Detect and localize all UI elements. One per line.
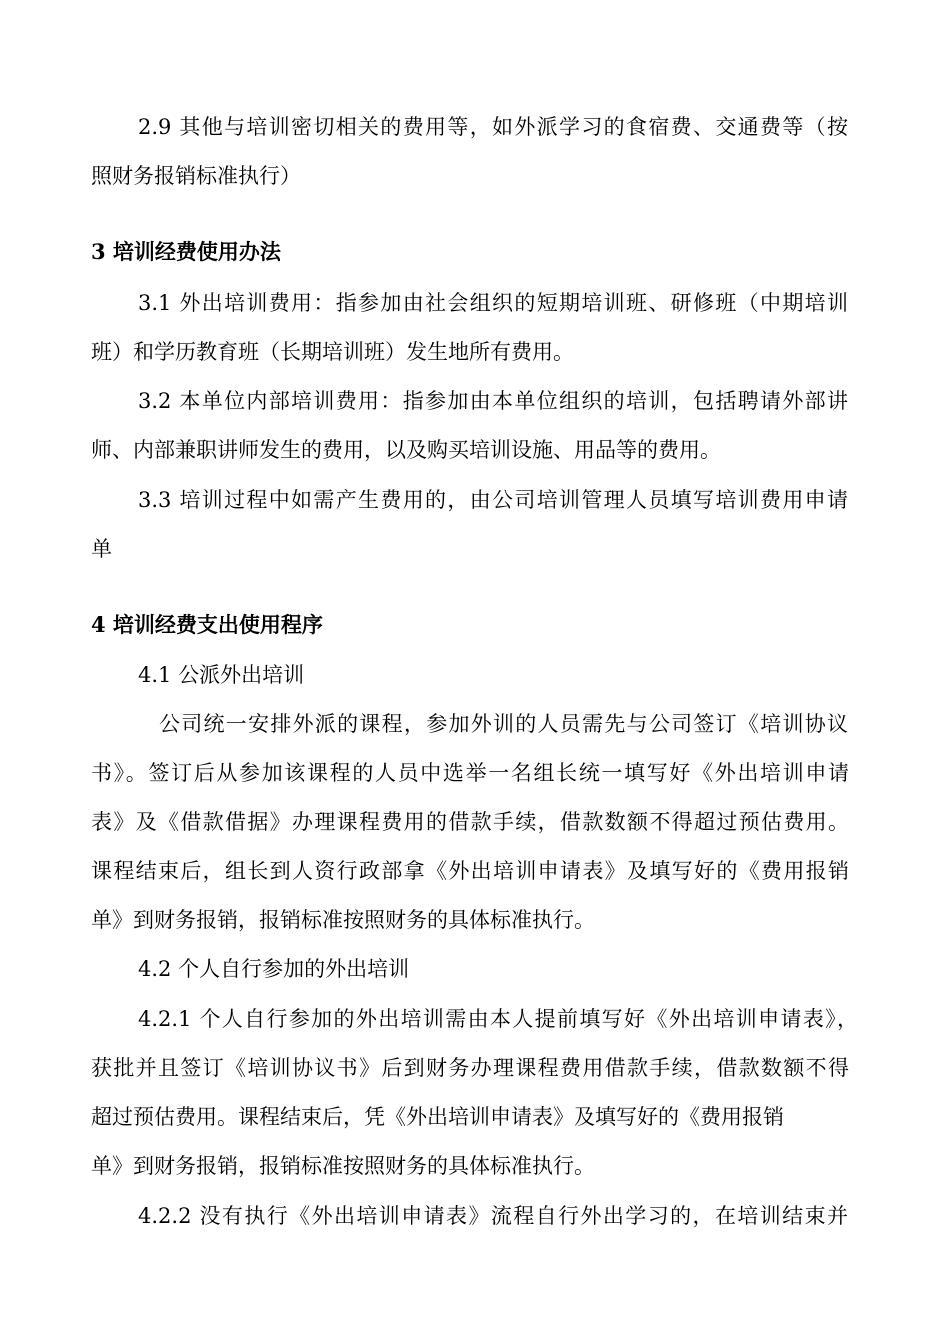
paragraph-4-2-2-line-1: 4.2.2 没有执行《外出培训申请表》流程自行外出学习的，在培训结束并 bbox=[138, 1204, 848, 1228]
paragraph-4-2-1-line-2: 获批并且签订《培训协议书》后到财务办理课程费用借款手续，借款数额不得 bbox=[91, 1056, 849, 1080]
text-line-2-9: 2.9 其他与培训密切相关的费用等，如外派学习的食宿费、交通费等（按 bbox=[138, 115, 848, 139]
paragraph-4-1-line-3: 表》及《借款借据》办理课程费用的借款手续，借款数额不得超过预估费用。 bbox=[91, 810, 849, 834]
section-heading-4: 4 培训经费支出使用程序 bbox=[91, 612, 323, 637]
paragraph-4-1-line-5: 单》到财务报销，报销标准按照财务的具体标准执行。 bbox=[91, 908, 595, 932]
subheading-4-2: 4.2 个人自行参加的外出培训 bbox=[138, 957, 410, 981]
paragraph-4-1-line-2: 书》。签订后从参加该课程的人员中选举一名组长统一填写好《外出培训申请 bbox=[91, 761, 849, 785]
paragraph-4-1-line-4: 课程结束后，组长到人资行政部拿《外出培训申请表》及填写好的《费用报销 bbox=[91, 859, 849, 883]
paragraph-4-2-1-line-3: 超过预估费用。课程结束后，凭《外出培训申请表》及填写好的《费用报销 bbox=[91, 1105, 784, 1129]
paragraph-4-2-1-line-4: 单》到财务报销，报销标准按照财务的具体标准执行。 bbox=[91, 1154, 595, 1178]
section-heading-3: 3 培训经费使用办法 bbox=[91, 239, 281, 264]
text-line-3-3: 3.3 培训过程中如需产生费用的，由公司培训管理人员填写培训费用申请 bbox=[138, 488, 848, 512]
text-line-3-1-continued: 班）和学历教育班（长期培训班）发生地所有费用。 bbox=[91, 340, 574, 364]
paragraph-4-1-line-1: 公司统一安排外派的课程，参加外训的人员需先与公司签订《培训协议 bbox=[159, 712, 848, 736]
subheading-4-1: 4.1 公派外出培训 bbox=[138, 663, 305, 687]
text-line-3-3-continued: 单 bbox=[91, 537, 112, 561]
text-line-3-1: 3.1 外出培训费用：指参加由社会组织的短期培训班、研修班（中期培训 bbox=[138, 291, 848, 315]
paragraph-4-2-1-line-1: 4.2.1 个人自行参加的外出培训需由本人提前填写好《外出培训申请表》， bbox=[138, 1007, 858, 1031]
text-line-2-9-continued: 照财务报销标准执行） bbox=[91, 164, 301, 188]
text-line-3-2: 3.2 本单位内部培训费用：指参加由本单位组织的培训，包括聘请外部讲 bbox=[138, 389, 848, 413]
text-line-3-2-continued: 师、内部兼职讲师发生的费用，以及购买培训设施、用品等的费用。 bbox=[91, 438, 721, 462]
